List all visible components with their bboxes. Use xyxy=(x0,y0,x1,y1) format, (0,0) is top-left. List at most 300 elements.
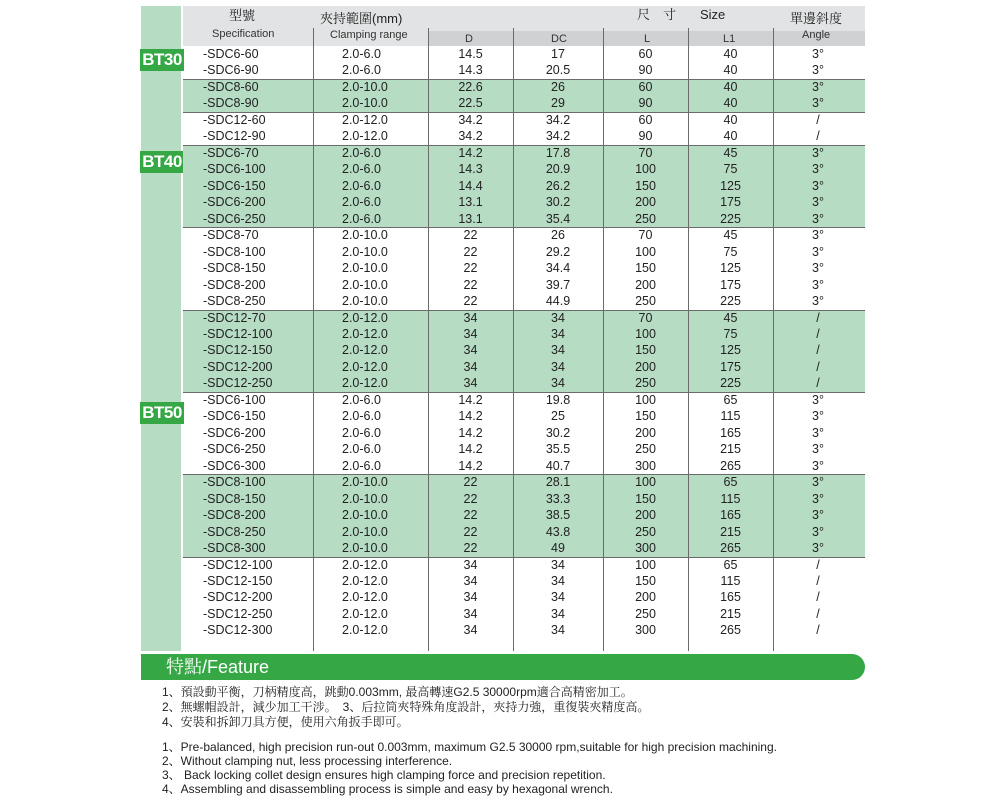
dc-cell: 26 xyxy=(551,228,565,243)
table-row xyxy=(183,244,865,260)
l1-cell: 165 xyxy=(720,508,741,523)
clamp-cell: 2.0-10.0 xyxy=(342,277,388,292)
section-label-bt50: BT50 xyxy=(140,402,184,424)
spec-cell: -SDC6-250 xyxy=(203,211,266,226)
table-row xyxy=(183,622,865,638)
l1-cell: 165 xyxy=(720,425,741,440)
clamp-cell: 2.0-10.0 xyxy=(342,475,388,490)
angle-cell: / xyxy=(816,574,820,588)
spec-cell: -SDC8-100 xyxy=(203,475,266,490)
d-cell: 22.6 xyxy=(458,79,483,94)
table-row xyxy=(183,293,865,309)
clamp-cell: 2.0-12.0 xyxy=(342,112,388,127)
dc-cell: 34 xyxy=(551,557,565,572)
clamp-cell: 2.0-10.0 xyxy=(342,228,388,243)
l-cell: 250 xyxy=(635,606,656,621)
header-spec-en: Specification xyxy=(212,28,275,40)
header-col-l1: L1 xyxy=(723,33,736,45)
spec-cell: -SDC6-150 xyxy=(203,409,266,424)
l1-cell: 265 xyxy=(720,623,741,638)
spec-cell: -SDC12-200 xyxy=(203,590,273,605)
group-divider xyxy=(183,310,865,311)
clamp-cell: 2.0-6.0 xyxy=(342,211,381,226)
group-divider xyxy=(183,227,865,228)
angle-cell: / xyxy=(816,376,820,391)
l-cell: 90 xyxy=(638,63,653,78)
table-row xyxy=(183,46,865,62)
header-col-d: D xyxy=(465,33,473,45)
l1-cell: 125 xyxy=(720,261,741,276)
clamp-cell: 2.0-6.0 xyxy=(342,409,381,424)
l-cell: 200 xyxy=(635,508,656,523)
header-clamp-en: Clamping range xyxy=(330,29,408,41)
table-row xyxy=(183,606,865,622)
clamp-cell: 2.0-6.0 xyxy=(342,195,381,210)
table-row xyxy=(183,557,865,573)
clamp-cell: 2.0-12.0 xyxy=(342,590,388,605)
spec-cell: -SDC6-150 xyxy=(203,178,266,193)
l1-cell: 75 xyxy=(723,326,738,341)
feature-cn-line: 2、無螺帽設計，減少加工干涉。 3、后拉筒夾特殊角度設計，夾持力強，重復裝夾精度高。 xyxy=(162,700,650,714)
spec-cell: -SDC8-250 xyxy=(203,524,266,539)
d-cell: 14.5 xyxy=(458,47,483,61)
l-cell: 100 xyxy=(635,475,656,490)
table-row xyxy=(183,161,865,177)
d-cell: 22 xyxy=(463,261,478,276)
spec-cell: -SDC6-100 xyxy=(203,392,266,407)
angle-cell: 3° xyxy=(812,228,824,243)
angle-cell: 3° xyxy=(812,409,824,424)
table-row xyxy=(183,491,865,507)
dc-cell: 26 xyxy=(551,79,565,94)
spec-cell: -SDC8-200 xyxy=(203,508,266,523)
angle-cell: 3° xyxy=(812,96,824,111)
dc-cell: 39.7 xyxy=(545,277,571,292)
dc-cell: 34.2 xyxy=(545,129,571,144)
spec-cell: -SDC6-200 xyxy=(203,195,266,210)
dc-cell: 34 xyxy=(551,574,565,588)
dc-cell: 20.5 xyxy=(545,63,571,78)
clamp-cell: 2.0-6.0 xyxy=(342,63,381,78)
d-cell: 22 xyxy=(463,244,478,259)
angle-cell: 3° xyxy=(812,442,824,457)
l-cell: 150 xyxy=(635,343,656,358)
d-cell: 34 xyxy=(463,310,478,325)
d-cell: 34 xyxy=(463,376,478,391)
dc-cell: 34.4 xyxy=(545,261,571,276)
clamp-cell: 2.0-6.0 xyxy=(342,162,381,177)
clamp-cell: 2.0-6.0 xyxy=(342,392,381,407)
d-cell: 22.5 xyxy=(458,96,483,111)
table-row xyxy=(183,425,865,441)
table-row xyxy=(183,441,865,457)
l1-cell: 225 xyxy=(720,376,741,391)
group-divider xyxy=(183,145,865,146)
spec-cell: -SDC12-60 xyxy=(203,112,266,127)
spec-cell: -SDC12-90 xyxy=(203,129,266,144)
angle-cell: 3° xyxy=(812,79,824,94)
angle-cell: / xyxy=(816,557,820,572)
spec-cell: -SDC8-60 xyxy=(203,79,259,94)
angle-cell: / xyxy=(816,129,820,144)
dc-cell: 34 xyxy=(551,359,565,374)
angle-cell: 3° xyxy=(812,425,824,440)
feature-en-line: 2、Without clamping nut, less processing interference. xyxy=(162,754,453,768)
dc-cell: 17 xyxy=(551,47,565,61)
l-cell: 60 xyxy=(638,47,653,61)
d-cell: 22 xyxy=(463,475,478,490)
dc-cell: 25 xyxy=(551,409,565,424)
l-cell: 250 xyxy=(635,211,656,226)
l-cell: 150 xyxy=(635,178,656,193)
angle-cell: / xyxy=(816,623,820,638)
l1-cell: 75 xyxy=(723,244,738,259)
spec-cell: -SDC8-100 xyxy=(203,244,266,259)
angle-cell: 3° xyxy=(812,244,824,259)
l1-cell: 215 xyxy=(720,606,741,621)
table-row xyxy=(183,474,865,490)
angle-cell: 3° xyxy=(812,261,824,276)
clamp-cell: 2.0-10.0 xyxy=(342,79,388,94)
spec-cell: -SDC8-150 xyxy=(203,261,266,276)
spec-cell: -SDC12-200 xyxy=(203,359,273,374)
dc-cell: 34 xyxy=(551,606,565,621)
angle-cell: / xyxy=(816,359,820,374)
dc-cell: 26.2 xyxy=(545,178,571,193)
angle-cell: 3° xyxy=(812,458,824,473)
l1-cell: 115 xyxy=(720,409,741,424)
dc-cell: 34 xyxy=(551,376,565,391)
angle-cell: / xyxy=(816,343,820,358)
sidebar-strip xyxy=(141,6,181,651)
table-row xyxy=(183,359,865,375)
l-cell: 100 xyxy=(635,326,656,341)
angle-cell: 3° xyxy=(812,47,824,61)
angle-cell: / xyxy=(816,112,820,127)
group-divider xyxy=(183,557,865,558)
l-cell: 250 xyxy=(635,376,656,391)
angle-cell: 3° xyxy=(812,541,824,556)
clamp-cell: 2.0-6.0 xyxy=(342,178,381,193)
spec-cell: -SDC6-60 xyxy=(203,47,259,61)
angle-cell: 3° xyxy=(812,294,824,309)
d-cell: 14.3 xyxy=(458,63,483,78)
table-row xyxy=(183,227,865,243)
spec-cell: -SDC8-200 xyxy=(203,277,266,292)
angle-cell: / xyxy=(816,326,820,341)
l1-cell: 175 xyxy=(720,195,741,210)
spec-cell: -SDC12-250 xyxy=(203,376,273,391)
dc-cell: 28.1 xyxy=(545,475,571,490)
l-cell: 100 xyxy=(635,244,656,259)
clamp-cell: 2.0-10.0 xyxy=(342,261,388,276)
d-cell: 14.4 xyxy=(458,178,483,193)
l-cell: 300 xyxy=(635,541,656,556)
l1-cell: 40 xyxy=(723,112,738,127)
table-row xyxy=(183,375,865,391)
dc-cell: 35.4 xyxy=(545,211,571,226)
table-row xyxy=(183,408,865,424)
l1-cell: 75 xyxy=(723,162,738,177)
d-cell: 34 xyxy=(463,623,478,638)
clamp-cell: 2.0-12.0 xyxy=(342,129,388,144)
d-cell: 22 xyxy=(463,277,478,292)
section-label-bt30: BT30 xyxy=(140,49,184,71)
d-cell: 14.3 xyxy=(458,162,483,177)
angle-cell: 3° xyxy=(812,524,824,539)
l1-cell: 265 xyxy=(720,541,741,556)
d-cell: 34 xyxy=(463,574,478,588)
l1-cell: 45 xyxy=(723,228,738,243)
l1-cell: 40 xyxy=(723,129,738,144)
l1-cell: 45 xyxy=(723,145,738,160)
l-cell: 250 xyxy=(635,294,656,309)
l-cell: 70 xyxy=(638,228,653,243)
spec-cell: -SDC8-70 xyxy=(203,228,259,243)
d-cell: 34 xyxy=(463,359,478,374)
table-row xyxy=(183,95,865,111)
d-cell: 14.2 xyxy=(458,145,483,160)
header-angle-en: Angle xyxy=(802,29,831,41)
clamp-cell: 2.0-12.0 xyxy=(342,326,388,341)
table-row xyxy=(183,392,865,408)
l-cell: 60 xyxy=(638,79,653,94)
angle-cell: / xyxy=(816,310,820,325)
angle-cell: 3° xyxy=(812,475,824,490)
l1-cell: 65 xyxy=(723,557,738,572)
d-cell: 22 xyxy=(463,294,478,309)
l1-cell: 225 xyxy=(720,294,741,309)
group-divider xyxy=(183,474,865,475)
table-row xyxy=(183,507,865,523)
table-row xyxy=(183,79,865,95)
dc-cell: 29.2 xyxy=(545,244,571,259)
spec-cell: -SDC6-100 xyxy=(203,162,266,177)
l-cell: 150 xyxy=(635,574,656,588)
table-row xyxy=(183,589,865,605)
dc-cell: 34 xyxy=(551,623,565,638)
spec-table-body xyxy=(183,46,865,639)
table-row xyxy=(183,277,865,293)
spec-cell: -SDC12-150 xyxy=(203,574,273,588)
table-row xyxy=(183,524,865,540)
d-cell: 34 xyxy=(463,606,478,621)
d-cell: 34.2 xyxy=(458,129,483,144)
spec-cell: -SDC12-100 xyxy=(203,326,273,341)
clamp-cell: 2.0-12.0 xyxy=(342,623,388,638)
clamp-cell: 2.0-12.0 xyxy=(342,359,388,374)
l-cell: 200 xyxy=(635,359,656,374)
l-cell: 200 xyxy=(635,425,656,440)
dc-cell: 34 xyxy=(551,590,565,605)
l1-cell: 125 xyxy=(720,343,741,358)
angle-cell: 3° xyxy=(812,508,824,523)
l1-cell: 165 xyxy=(720,590,741,605)
l1-cell: 125 xyxy=(720,178,741,193)
l1-cell: 40 xyxy=(723,79,738,94)
angle-cell: 3° xyxy=(812,277,824,292)
d-cell: 14.2 xyxy=(458,458,483,473)
header-col-dc: DC xyxy=(551,33,567,45)
l1-cell: 265 xyxy=(720,458,741,473)
table-row xyxy=(183,62,865,78)
l-cell: 200 xyxy=(635,590,656,605)
spec-cell: -SDC12-70 xyxy=(203,310,266,325)
l-cell: 100 xyxy=(635,162,656,177)
dc-cell: 19.8 xyxy=(545,392,571,407)
clamp-cell: 2.0-10.0 xyxy=(342,491,388,506)
table-row xyxy=(183,326,865,342)
d-cell: 22 xyxy=(463,508,478,523)
angle-cell: 3° xyxy=(812,195,824,210)
l-cell: 150 xyxy=(635,409,656,424)
table-row xyxy=(183,342,865,358)
d-cell: 22 xyxy=(463,491,478,506)
table-row xyxy=(183,128,865,144)
spec-cell: -SDC6-250 xyxy=(203,442,266,457)
angle-cell: 3° xyxy=(812,392,824,407)
header-col-l: L xyxy=(644,33,651,45)
d-cell: 22 xyxy=(463,524,478,539)
clamp-cell: 2.0-10.0 xyxy=(342,541,388,556)
spec-cell: -SDC8-300 xyxy=(203,541,266,556)
clamp-cell: 2.0-12.0 xyxy=(342,574,388,588)
spec-cell: -SDC6-300 xyxy=(203,458,266,473)
l1-cell: 215 xyxy=(720,524,741,539)
dc-cell: 34.2 xyxy=(545,112,571,127)
clamp-cell: 2.0-6.0 xyxy=(342,145,381,160)
d-cell: 14.2 xyxy=(458,442,483,457)
spec-cell: -SDC12-300 xyxy=(203,623,273,638)
clamp-cell: 2.0-10.0 xyxy=(342,244,388,259)
l-cell: 70 xyxy=(638,145,653,160)
dc-cell: 34 xyxy=(551,310,565,325)
spec-cell: -SDC6-70 xyxy=(203,145,259,160)
spec-cell: -SDC12-100 xyxy=(203,557,273,572)
l-cell: 90 xyxy=(638,96,653,111)
d-cell: 22 xyxy=(463,228,478,243)
angle-cell: / xyxy=(816,590,820,605)
spec-cell: -SDC12-150 xyxy=(203,343,273,358)
table-row xyxy=(183,458,865,474)
clamp-cell: 2.0-12.0 xyxy=(342,376,388,391)
clamp-cell: 2.0-12.0 xyxy=(342,557,388,572)
header-clamp-cn: 夾持範圍(mm) xyxy=(320,11,403,26)
dc-cell: 38.5 xyxy=(545,508,571,523)
l1-cell: 65 xyxy=(723,392,738,407)
l-cell: 90 xyxy=(638,129,653,144)
l1-cell: 40 xyxy=(723,47,738,61)
feature-title: 特點/Feature xyxy=(166,657,270,677)
d-cell: 13.1 xyxy=(458,195,483,210)
angle-cell: / xyxy=(816,606,820,621)
clamp-cell: 2.0-6.0 xyxy=(342,425,381,440)
dc-cell: 17.8 xyxy=(545,145,571,160)
feature-cn-line: 4、安裝和拆卸刀具方便，使用六角扳手即可。 xyxy=(162,715,409,729)
feature-en-line: 1、Pre-balanced, high precision run-out 0.003mm, maximum G2.5 30000 rpm,suitable for high precision machining. xyxy=(162,740,777,754)
l-cell: 150 xyxy=(635,491,656,506)
clamp-cell: 2.0-10.0 xyxy=(342,508,388,523)
l-cell: 200 xyxy=(635,277,656,292)
spec-cell: -SDC12-250 xyxy=(203,606,273,621)
angle-cell: 3° xyxy=(812,162,824,177)
spec-cell: -SDC6-200 xyxy=(203,425,266,440)
spec-cell: -SDC8-250 xyxy=(203,294,266,309)
feature-en-line: 4、Assembling and disassembling process is simple and easy by hexagonal wrench. xyxy=(162,782,613,796)
clamp-cell: 2.0-6.0 xyxy=(342,47,381,61)
table-row xyxy=(183,310,865,326)
l-cell: 250 xyxy=(635,524,656,539)
clamp-cell: 2.0-10.0 xyxy=(342,294,388,309)
l-cell: 200 xyxy=(635,195,656,210)
d-cell: 34 xyxy=(463,557,478,572)
table-row xyxy=(183,145,865,161)
l1-cell: 115 xyxy=(720,574,741,588)
feature-cn-line: 1、預設動平衡，刀柄精度高，跳動0.003mm, 最高轉速G2.5 30000rpm適合高精密加工。 xyxy=(162,685,633,699)
feature-en-line: 3、 Back locking collet design ensures high clamping force and precision repetition. xyxy=(162,768,606,782)
d-cell: 22 xyxy=(463,541,478,556)
l-cell: 60 xyxy=(638,112,653,127)
d-cell: 14.2 xyxy=(458,425,483,440)
angle-cell: 3° xyxy=(812,178,824,193)
angle-cell: 3° xyxy=(812,63,824,78)
angle-cell: 3° xyxy=(812,491,824,506)
clamp-cell: 2.0-12.0 xyxy=(342,343,388,358)
group-divider xyxy=(183,112,865,113)
angle-cell: 3° xyxy=(812,211,824,226)
dc-cell: 20.9 xyxy=(545,162,571,177)
l1-cell: 45 xyxy=(723,310,738,325)
l1-cell: 175 xyxy=(720,359,741,374)
spec-cell: -SDC8-90 xyxy=(203,96,259,111)
d-cell: 34.2 xyxy=(458,112,483,127)
header-spec-cn: 型號 xyxy=(229,8,256,23)
spec-cell: -SDC8-150 xyxy=(203,491,266,506)
dc-cell: 43.8 xyxy=(545,524,571,539)
l-cell: 100 xyxy=(635,392,656,407)
dc-cell: 30.2 xyxy=(545,425,571,440)
l1-cell: 40 xyxy=(723,96,738,111)
table-row xyxy=(183,112,865,128)
clamp-cell: 2.0-6.0 xyxy=(342,458,381,473)
clamp-cell: 2.0-6.0 xyxy=(342,442,381,457)
l1-cell: 175 xyxy=(720,277,741,292)
clamp-cell: 2.0-12.0 xyxy=(342,310,388,325)
table-row xyxy=(183,540,865,556)
dc-cell: 34 xyxy=(551,343,565,358)
dc-cell: 29 xyxy=(551,96,565,111)
d-cell: 34 xyxy=(463,590,478,605)
d-cell: 34 xyxy=(463,326,478,341)
l1-cell: 115 xyxy=(720,491,741,506)
l-cell: 100 xyxy=(635,557,656,572)
header-angle-cn: 單邊斜度 xyxy=(790,11,843,26)
l1-cell: 65 xyxy=(723,475,738,490)
l1-cell: 40 xyxy=(723,63,738,78)
clamp-cell: 2.0-10.0 xyxy=(342,524,388,539)
dc-cell: 49 xyxy=(551,541,565,556)
l-cell: 250 xyxy=(635,442,656,457)
header-size-cn: 尺 寸 xyxy=(637,7,677,22)
table-row xyxy=(183,194,865,210)
l1-cell: 225 xyxy=(720,211,741,226)
table-row xyxy=(183,211,865,227)
dc-cell: 40.7 xyxy=(545,458,571,473)
d-cell: 13.1 xyxy=(458,211,483,226)
header-size-en: Size xyxy=(700,7,726,22)
clamp-cell: 2.0-12.0 xyxy=(342,606,388,621)
d-cell: 34 xyxy=(463,343,478,358)
